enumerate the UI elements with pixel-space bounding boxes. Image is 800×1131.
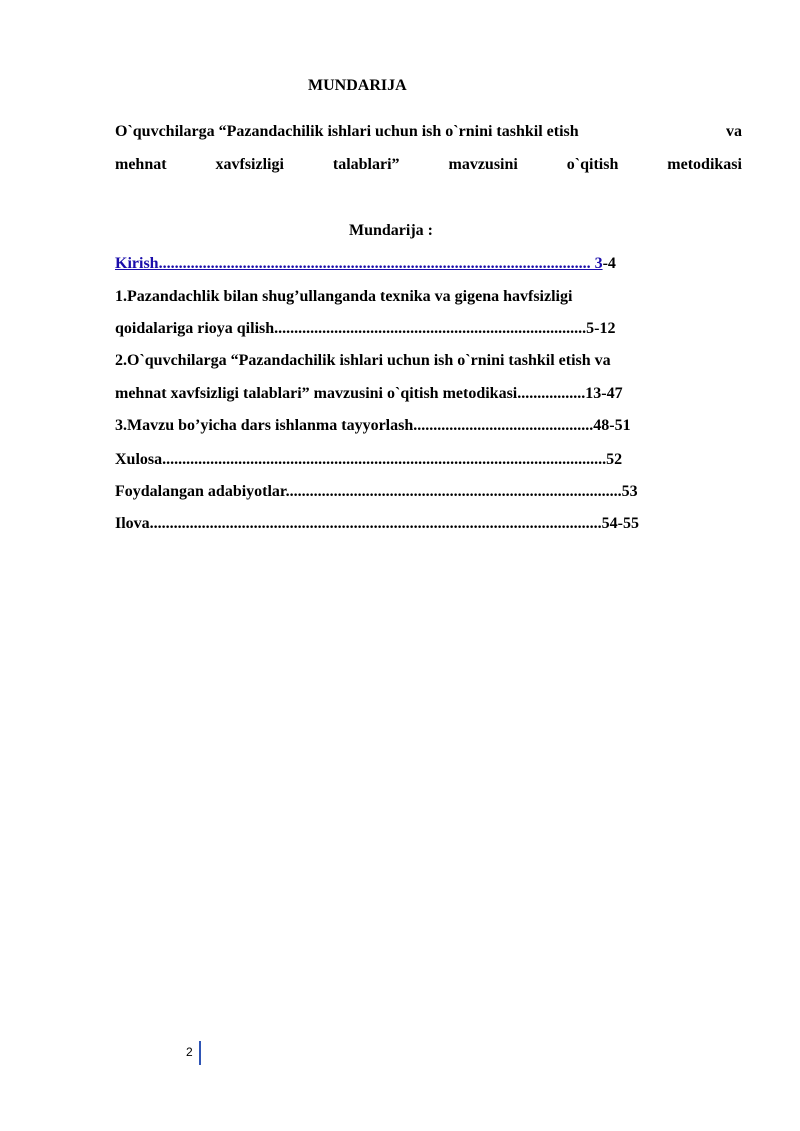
topic-word: mehnat bbox=[115, 156, 167, 173]
toc-entry-2-line-1: 2.O`quvchilarga “Pazandachilik ishlari uchun ish o`rnini tashkil etish va bbox=[115, 352, 611, 369]
topic-word: mavzusini bbox=[448, 156, 518, 173]
toc-entry-2-line-2: mehnat xavfsizligi talablari” mavzusini o`qitish metodikasi.................13-47 bbox=[115, 385, 623, 402]
toc-entry-kirish bbox=[115, 255, 745, 273]
toc-entry-foydalangan-adabiyotlar: Foydalangan adabiyotlar....................................................................................53 bbox=[115, 483, 638, 500]
toc-entry-ilova: Ilova.................................................................................................................54-55 bbox=[115, 515, 639, 532]
toc-heading: Mundarija : bbox=[349, 222, 433, 239]
toc-link-kirish[interactable]: Kirish............................................................................................................ 3 bbox=[115, 255, 603, 272]
toc-entry-1-line-2: qoidalariga rioya qilish..............................................................................5-12 bbox=[115, 320, 616, 337]
topic-title-line-2 bbox=[115, 156, 742, 174]
topic-line-1-part-2: va bbox=[726, 123, 742, 140]
topic-word: xavfsizligi bbox=[215, 156, 284, 173]
toc-entry-3: 3.Mavzu bo’yicha dars ishlanma tayyorlash.............................................48-51 bbox=[115, 417, 631, 434]
footer-divider bbox=[199, 1041, 201, 1065]
page-number: 2 bbox=[186, 1045, 193, 1059]
toc-page-range: -4 bbox=[602, 255, 616, 272]
toc-entry-1-line-1: 1.Pazandachlik bilan shug’ullanganda texnika va gigena havfsizligi bbox=[115, 288, 573, 305]
topic-title-line-1 bbox=[115, 123, 742, 141]
topic-word: metodikasi bbox=[667, 156, 742, 173]
toc-entry-xulosa: Xulosa...............................................................................................................52 bbox=[115, 451, 623, 468]
topic-word: o`qitish bbox=[566, 156, 619, 173]
topic-line-1-part-1: O`quvchilarga “Pazandachilik ishlari uchun ish o`rnini tashkil etish bbox=[115, 123, 579, 140]
topic-word: talablari” bbox=[332, 156, 400, 173]
page-title: MUNDARIJA bbox=[308, 77, 407, 94]
